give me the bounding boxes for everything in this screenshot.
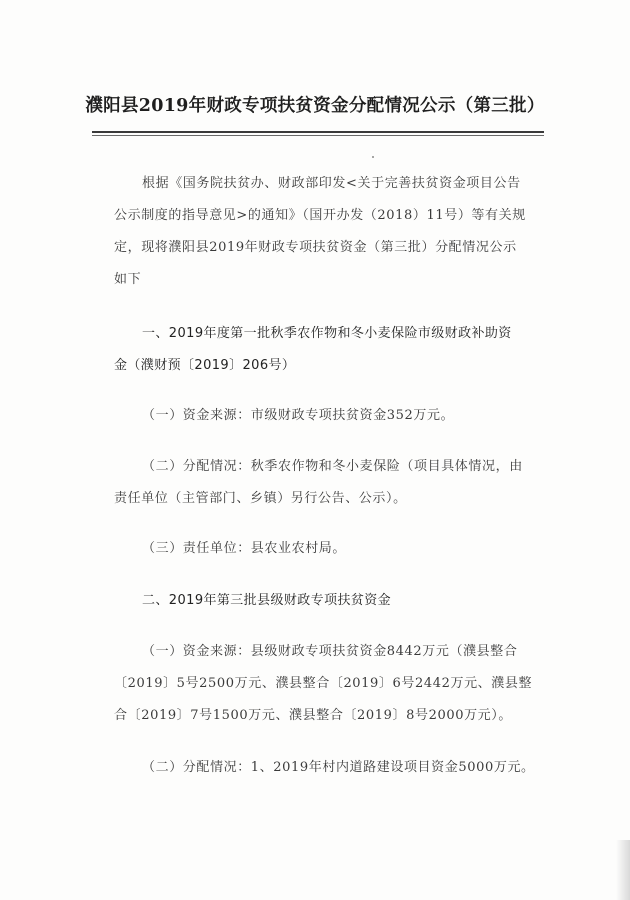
- section1-heading-line: 一、2019年度第一批秋季农作物和冬小麦保险市级财政补助资: [142, 326, 512, 341]
- section2-allocation-line: （二）分配情况：1、2019年村内道路建设项目资金5000万元。: [142, 760, 535, 775]
- section2-source: [114, 636, 533, 732]
- section1-source-line: （一）资金来源：市级财政专项扶贫资金352万元。: [142, 408, 455, 423]
- section2-source-line: 合〔2019〕7号1500万元、濮县整合〔2019〕8号2000万元）。: [114, 708, 512, 723]
- scan-edge-shadow: [616, 840, 630, 900]
- section1-responsible-line: （三）责任单位：县农业农村局。: [142, 541, 347, 556]
- intro-line: 如下: [114, 272, 142, 287]
- section1-allocation-line: 责任单位（主管部门、乡镇）另行公告、公示）。: [114, 491, 407, 506]
- title-rule-thin: [92, 135, 544, 136]
- section2-heading: [114, 585, 528, 617]
- section1-responsible: [114, 533, 528, 565]
- title-rule-thick: [92, 131, 544, 133]
- section1-allocation: [114, 451, 528, 515]
- section2-heading-line: 二、2019年第三批县级财政专项扶贫资金: [142, 593, 392, 608]
- section1-allocation-line: （二）分配情况：秋季农作物和冬小麦保险（项目具体情况，由: [142, 459, 523, 474]
- section2-source-line: （一）资金来源：县级财政专项扶贫资金8442万元（濮县整合: [142, 644, 518, 659]
- section1-heading: [114, 318, 528, 382]
- intro-line: 根据《国务院扶贫办、财政部印发<关于完善扶贫资金项目公告: [142, 176, 521, 191]
- intro-paragraph: [114, 168, 528, 296]
- intro-line: 公示制度的指导意见>的通知》（国开办发（2018）11号）等有关规: [114, 208, 526, 223]
- section1-source: [114, 400, 528, 432]
- section1-heading-line: 金（濮财预〔2019〕206号）: [114, 358, 296, 373]
- scan-speck: [372, 156, 374, 158]
- section2-allocation: [114, 752, 535, 784]
- intro-line: 定，现将濮阳县2019年财政专项扶贫资金（第三批）分配情况公示: [114, 240, 517, 255]
- section2-source-line: 〔2019〕5号2500万元、濮县整合〔2019〕6号2442万元、濮县整: [114, 676, 533, 691]
- document-title: 濮阳县2019年财政专项扶贫资金分配情况公示（第三批）: [85, 96, 545, 116]
